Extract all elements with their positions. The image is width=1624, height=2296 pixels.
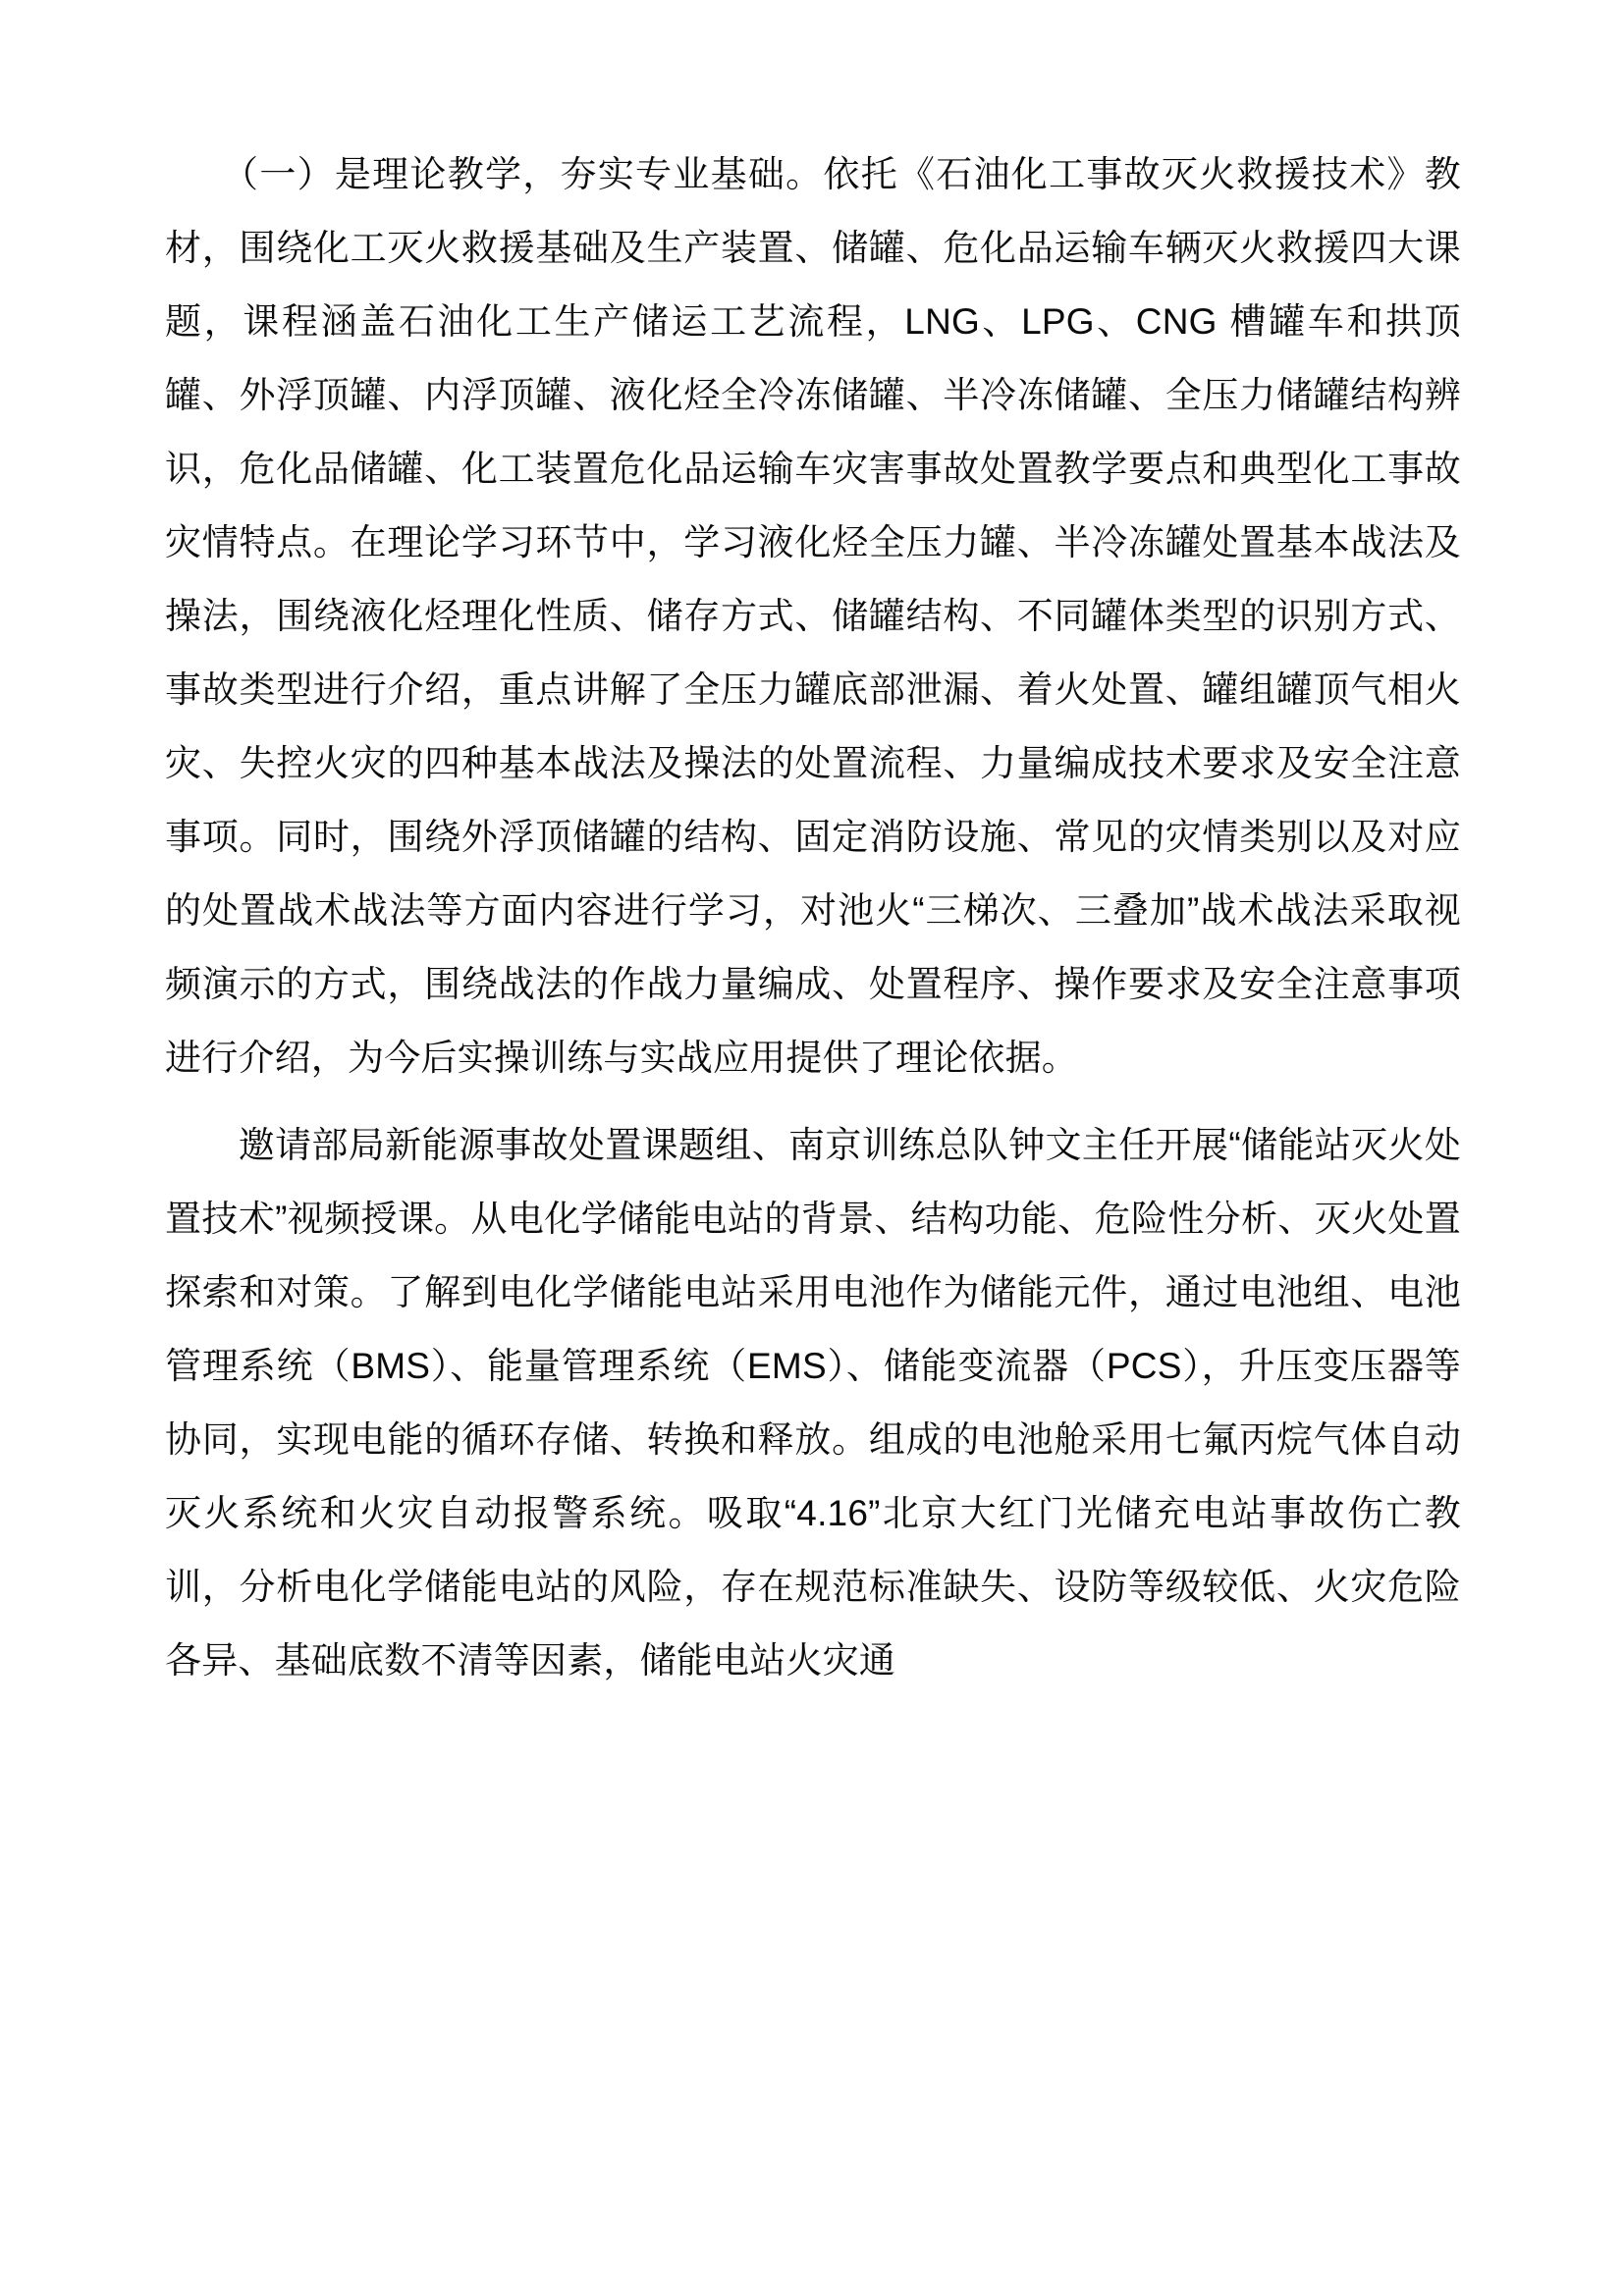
paragraph-theory-teaching: （一）是理论教学，夯实专业基础。依托《石油化工事故灭火救援技术》教材，围绕化工灭火救援基础及生产装置、储罐、危化品运输车辆灭火救援四大课题，课程涵盖石油化工生产储运工艺流程，LNG、LPG、CNG 槽罐车和拱顶罐、外浮顶罐、内浮顶罐、液化烃全冷冻储罐、半冷冻储罐、全压力储罐结构辨识，危化品储罐、化工装置危化品运输车灾害事故处置教学要点和典型化工事故灾情特点。在理论学习环节中，学习液化烃全压力罐、半冷冻罐处置基本战法及操法，围绕液化烃理化性质、储存方式、储罐结构、不同罐体类型的识别方式、事故类型进行介绍，重点讲解了全压力罐底部泄漏、着火处置、罐组罐顶气相火灾、失控火灾的四种基本战法及操法的处置流程、力量编成技术要求及安全注意事项。同时，围绕外浮顶储罐的结构、固定消防设施、常见的灾情类别以及对应的处置战术战法等方面内容进行学习，对池火“三梯次、三叠加”战术战法采取视频演示的方式，围绕战法的作战力量编成、处置程序、操作要求及安全注意事项进行介绍，为今后实操训练与实战应用提供了理论依据。 <box>165 154 1461 1078</box>
document-body <box>165 137 1461 1697</box>
paragraph-energy-storage-lecture: 邀请部局新能源事故处置课题组、南京训练总队钟文主任开展“储能站灭火处置技术”视频授课。从电化学储能电站的背景、结构功能、危险性分析、灭火处置探索和对策。了解到电化学储能电站采用电池作为储能元件，通过电池组、电池管理系统（BMS）、能量管理系统（EMS）、储能变流器（PCS），升压变压器等协同，实现电能的循环存储、转换和释放。组成的电池舱采用七氟丙烷气体自动灭火系统和火灾自动报警系统。吸取“4.16”北京大红门光储充电站事故伤亡教训，分析电化学储能电站的风险，存在规范标准缺失、设防等级较低、火灾危险各异、基础底数不清等因素，储能电站火灾通 <box>165 1125 1461 1681</box>
